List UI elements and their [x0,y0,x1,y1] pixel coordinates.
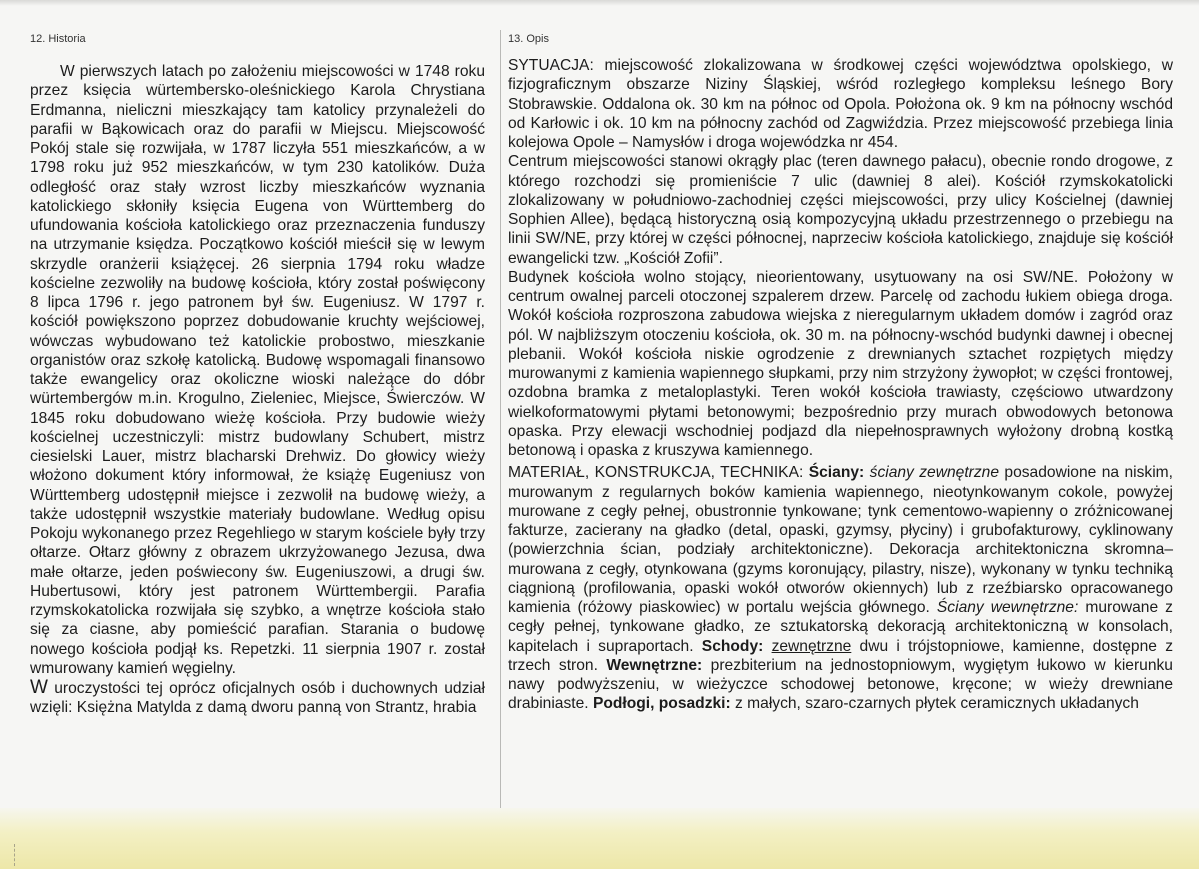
history-paragraph: W pierwszych latach po założeniu miejscowości w 1748 roku przez księcia würtembersko-oleśnickiego Karola Chrystiana Erdmanna, nieliczni mieszkający tam katolicy przynależeli do parafii w Bąkowicach oraz do parafii w Miejscu. Miejscowość Pokój stale się rozwijała, w 1787 liczyła 551 mieszkańców, a w 1798 roku już 952 mieszkańców, w tym 230 katolików. Duża odległość oraz stały wzrost liczby mieszkańców wyznania katolickiego skłoniły księcia Eugena von Württemberg do ufundowania kościoła katolickiego oraz przeznaczenia funduszy na utrzymanie księdza. Początkowo kościół mieścił się w lewym skrzydle oranżerii książęcej. 26 sierpnia 1794 roku władze kościelne zezwoliły na budowę kościoła, który został poświęcony 8 lipca 1796 r. jego patronem był św. Eugeniusz. W 1797 r. kościół powiększono poprzez dobudowanie kruchty wejściowej, wówczas wybudowano też katolickie probostwo, mieszkanie organistów oraz szkołę katolicką. Budowę wspomagali finansowo także ewangelicy oraz okoliczne wioski należące do dóbr würtembergów m.in. Krogulno, Zieleniec, Miejsce, Świerczów. W 1845 roku dobudowano wieżę kościoła. Przy budowie wieży kościelnej uczestniczyli: mistrz budowlany Schubert, mistrz ciesielski Lauer, mistrz blacharski Drehwiz. Do głowicy wieży włożono dokument który informował, że książę Eugeniusz von Württemberg udostępnił miejsce i zezwolił na budowę wieży, a także udostępnił wszystkie materiały budowlane. Według opisu Pokoju wykonanego przez Regehliego w starym kościele były trzy ołtarze. Ołtarz główny z obrazem ukrzyżowanego Jezusa, dwa małe ołtarze, jeden poświecony św. Eugeniuszowi, a drugi św. Hubertusowi, który jest patronem Württembergii. Parafia rzymskokatolicka rozwijała się szybko, a wnętrze kościoła stało się za ciasne, aby pomieścić parafian. Starania o budowę nowego kościoła podjął ks. Repetzki. 11 sierpnia 1907 r. został wmurowany kamień węgielny. [30,63,485,677]
history-column [30,62,485,718]
binding-fold-mark [14,844,21,866]
centrum-paragraph: Centrum miejscowości stanowi okrągły plac (teren dawnego pałacu), obecnie rondo drogowe, z którego rozchodzi się promieniście 7 ulic (dawniej 8 alei). Kościół rzymskokatolicki zlokalizowany w południowo-zachodniej części miejscowości, przy ulicy Kościelnej (dawniej Sophien Allee), będącą historyczną osią kompozycyjną układu przestrzennego o przebiegu na linii SW/NE, przy której w części północnej, naprzeciw kościoła katolickiego, znajduje się kościół ewangelicki tzw. „Kościół Zofii”. [508,153,1173,267]
budynek-paragraph: Budynek kościoła wolno stojący, nieorientowany, usytuowany na osi SW/NE. Położony w centrum owalnej parceli otoczonej szpalerem drzew. Parcelę od zachodu łukiem obiega droga. Wokół kościoła rozproszona zabudowa wiejska z nieregularnym układem domów i zagród oraz pól. W najbliższym otoczeniu kościoła, ok. 30 m. na północny-wschód budynki dawnej i obecnej plebanii. Wokół kościoła niskie ogrodzenie z drewnianych sztachet rozpiętych między murowanymi z kamienia wapiennego słupkami, przy nim strzyżony żywopłot; w części frontowej, ozdobna bramka z metaloplastyki. Teren wokół kościoła trawiasty, częściowo utwardzony wielkoformatowymi płytami betonowymi; bezpośrednio przy murach obwodowych betonowa opaska. Przy elewacji wschodniej podjazd dla niepełnosprawnych wyłożony drobną kostką betonową i opaska z kruszywa kamiennego. [508,268,1173,459]
material-paragraph: MATERIAŁ, KONSTRUKCJA, TECHNIKA: Ściany: ściany zewnętrzne posadowione na niskim, murowanym z regularnych boków kamienia wapiennego, nieotynkowanym cokole, powyżej murowane z cegły pełnej, obustronnie tynkowane; tynk cementowo-wapienny o zróżnicowanej fakturze, zacierany na gładko (detal, opaski, gzymsy, płyciny) i grubofakturowy, cyklinowany (powierzchnia ścian, podziały architektoniczne). Dekoracja architektoniczna skromna– murowana z cegły, otynkowana (gzyms koronujący, pilastry, nisze), wykonany w tynku techniką ciągnioną (profilowania, opaski wokół otworów okiennych) lub z rzeźbiarsko opracowanego kamienia (różowy piaskowiec) w portalu wejścia głównego. Ściany wewnętrzne: murowane z cegły pełnej, tynkowane gładko, ze sztukatorską dekoracją architektoniczną w konsolach, kapitelach i supraportach. Schody: zewnętrzne dwu i trójstopniowe, kamienne, dostępne z trzech stron. Wewnętrzne: prezbiterium na jednostopniowym, wygiętym łukowo w kierunku nawy podwyższeniu, w wieżyczce schodowej betonowe, kręcone; w wieży drewniane drabiniaste. Podłogi, posadzki: z małych, szaro-czarnych płytek ceramicznych układanych [508,464,1174,713]
left-page-header: 12. Historia [30,33,86,45]
sytuacja-paragraph: SYTUACJA: miejscowość zlokalizowana w środkowej części województwa opolskiego, w fizjograficznym obszarze Niziny Śląskiej, wśród rozległego kompleksu leśnego Bory Stobrawskie. Oddalona ok. 30 km na północ od Opola. Położona ok. 9 km na północny wschód od Karłowic i ok. 10 km na północny zachód od Zagwiździa. Przez miejscowość przebiega linia kolejowa Opole – Namysłów i droga wojewódzka nr 454. [508,57,1173,151]
page-gutter-divider [500,30,501,808]
scan-top-edge [0,0,1199,6]
scan-bottom-band [0,808,1199,869]
right-page-header: 13. Opis [508,33,549,45]
description-column [508,56,1173,714]
history-paragraph-tail: W uroczystości tej oprócz oficjalnych osób i duchownych udział wzięli: Księżna Matylda z damą dworu panną von Strantz, hrabia [30,677,485,717]
